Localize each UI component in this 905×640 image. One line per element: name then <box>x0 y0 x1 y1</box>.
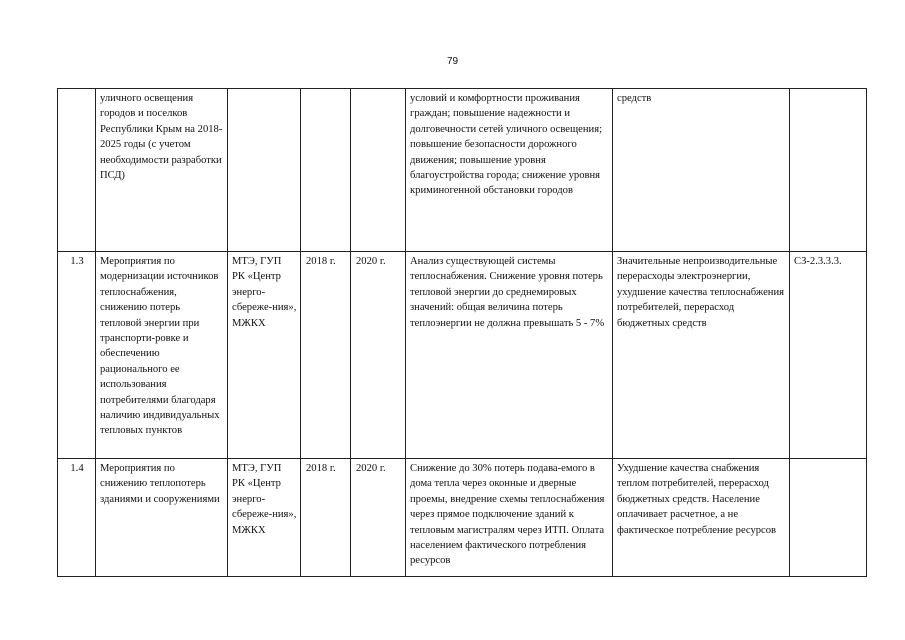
end-year: 2020 г. <box>351 252 406 459</box>
table-row <box>58 252 867 459</box>
page-number: 79 <box>446 56 459 67</box>
link-code <box>790 459 867 577</box>
end-year: 2020 г. <box>351 459 406 577</box>
row-number <box>58 89 96 252</box>
executor <box>228 89 301 252</box>
table-row <box>58 89 867 252</box>
table-row <box>58 459 867 577</box>
link-code: СЗ-2.3.3.3. <box>790 252 867 459</box>
start-year: 2018 г. <box>301 459 351 577</box>
consequences: Ухудшение качества снабжения теплом потребителей, перерасход бюджетных средств. Население оплачивает расчетное, а не фактическое потребление ресурсов <box>613 459 790 577</box>
measure-name: Мероприятия по снижению теплопотерь зданиями и сооружениями <box>96 459 228 577</box>
row-number: 1.3 <box>58 252 96 459</box>
start-year: 2018 г. <box>301 252 351 459</box>
expected-result: условий и комфортности проживания граждан; повышение надежности и долговечности сетей уличного освещения; повышение безопасности дорожного движения; повышение уровня благоустройства города; снижение уровня криминогенной обстановки городов <box>406 89 613 252</box>
measure-name: Мероприятия по модернизации источников теплоснабжения, снижению потерь тепловой энергии при транспорти-ровке и обеспечению рационального ее использования потребителями благодаря наличию индивидуальных тепловых пунктов <box>96 252 228 459</box>
row-number: 1.4 <box>58 459 96 577</box>
consequences: средств <box>613 89 790 252</box>
start-year <box>301 89 351 252</box>
executor: МТЭ, ГУП РК «Центр энерго-сбереже-ния», МЖКХ <box>228 252 301 459</box>
expected-result: Снижение до 30% потерь подава-емого в дома тепла через оконные и дверные проемы, внедрение схемы теплоснабжения через прямое подключение зданий к тепловым магистралям через ИТП. Оплата населением фактического потребления ресурсов <box>406 459 613 577</box>
end-year <box>351 89 406 252</box>
link-code <box>790 89 867 252</box>
consequences: Значительные непроизводительные перерасходы электроэнергии, ухудшение качества теплоснабжения потребителей, перерасход бюджетных средств <box>613 252 790 459</box>
expected-result: Анализ существующей системы теплоснабжения. Снижение уровня потерь тепловой энергии до среднемировых значений: общая величина потерь теплоэнергии не должна превышать 5 - 7% <box>406 252 613 459</box>
measure-name: уличного освещения городов и поселков Республики Крым на 2018-2025 годы (с учетом необходимости разработки ПСД) <box>96 89 228 252</box>
executor: МТЭ, ГУП РК «Центр энерго-сбереже-ния», МЖКХ <box>228 459 301 577</box>
measures-table <box>57 88 867 577</box>
